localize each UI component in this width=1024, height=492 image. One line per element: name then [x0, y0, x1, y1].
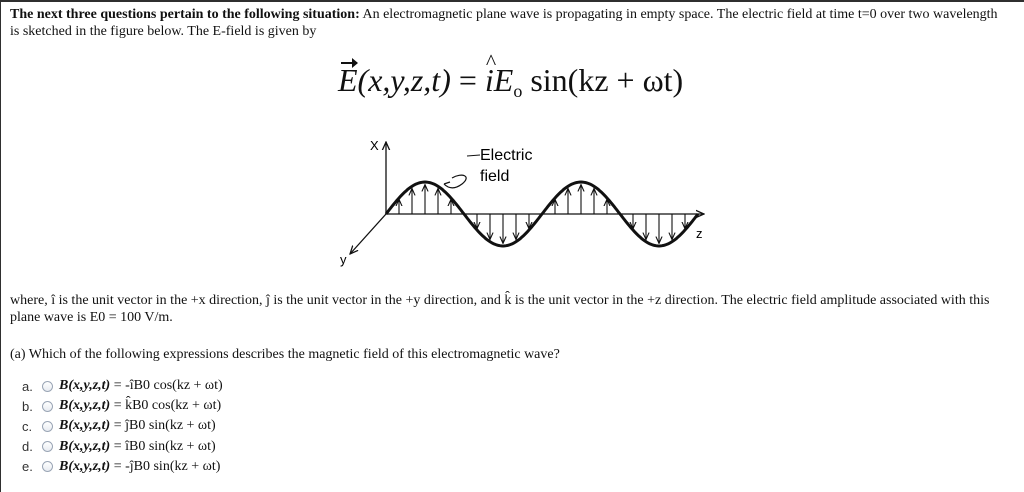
unit-vector-hat — [485, 60, 494, 100]
y-axis — [350, 214, 386, 254]
option-lhs: B(x,y,z,t) — [59, 398, 111, 414]
radio-a[interactable] — [42, 381, 53, 392]
option-rhs: = -ĵB0 sin(kz + ωt) — [113, 458, 221, 474]
option-letter: a. — [22, 378, 33, 394]
option-a[interactable] — [22, 376, 223, 396]
intro-paragraph — [10, 6, 1010, 40]
formula-unit-vector: i — [484, 62, 494, 98]
callout-connector — [467, 155, 480, 156]
option-rhs: = k̂B0 cos(kz + ωt) — [113, 398, 222, 414]
radio-b[interactable] — [42, 401, 53, 412]
top-border — [0, 0, 1024, 2]
answer-options — [22, 376, 223, 477]
option-lhs: B(x,y,z,t) — [59, 418, 111, 434]
option-c[interactable] — [22, 416, 223, 436]
formula-lhs: E(x,y,z,t) — [338, 62, 451, 98]
question-a: (a) Which of the following expressions describes the magnetic field of this electromagnetic wave? — [10, 347, 560, 362]
option-letter: e. — [22, 459, 33, 475]
option-text — [59, 439, 216, 455]
radio-c[interactable] — [42, 421, 53, 432]
option-text — [59, 378, 223, 394]
formula-equals: = — [458, 62, 477, 98]
option-text — [59, 418, 216, 434]
where-paragraph: where, î is the unit vector in the +x direction, ĵ is the unit vector in the +y direction, and k̂ is the unit vector in the +z direction. The electric field amplitude associated with this plane wave is E0 = 100 V/m. — [10, 293, 990, 325]
option-letter: b. — [22, 398, 33, 414]
wave-diagram — [330, 132, 730, 272]
intro-text: An electromagnetic plane wave is propagating in empty space. The electric field at time t=0 over two wavelength is sketched in the figure below. The E-field is given by — [10, 7, 998, 39]
axis-z-label: z — [696, 226, 703, 241]
option-text — [59, 398, 221, 414]
formula-rhs: sin(kz + ωt) — [530, 62, 684, 98]
formula-amplitude-subscript: o — [513, 81, 523, 101]
option-lhs: B(x,y,z,t) — [59, 378, 111, 394]
axis-x-label: X — [370, 138, 379, 153]
option-lhs: B(x,y,z,t) — [59, 458, 111, 474]
formula-amplitude: E — [493, 62, 514, 98]
callout-line2: field — [480, 168, 510, 185]
intro-lead: The next three questions pertain to the following situation: — [10, 7, 360, 22]
radio-e[interactable] — [42, 461, 53, 472]
option-letter: c. — [22, 418, 33, 434]
option-rhs: = ĵB0 sin(kz + ωt) — [113, 418, 216, 434]
left-border — [0, 0, 1, 492]
callout-leader-tip — [444, 182, 450, 184]
option-text — [59, 459, 220, 475]
option-d[interactable] — [22, 437, 223, 457]
efield-formula — [338, 60, 683, 111]
option-rhs: = îB0 sin(kz + ωt) — [113, 438, 216, 454]
option-rhs: = -îB0 cos(kz + ωt) — [113, 378, 223, 394]
option-letter: d. — [22, 439, 33, 455]
axis-y-label: y — [340, 252, 347, 267]
option-b[interactable] — [22, 396, 223, 416]
efield-vector-symbol — [338, 60, 451, 100]
callout-line1: Electric — [480, 147, 533, 164]
option-e[interactable] — [22, 457, 223, 477]
option-lhs: B(x,y,z,t) — [59, 438, 111, 454]
radio-d[interactable] — [42, 441, 53, 452]
callout-leader — [444, 175, 466, 188]
